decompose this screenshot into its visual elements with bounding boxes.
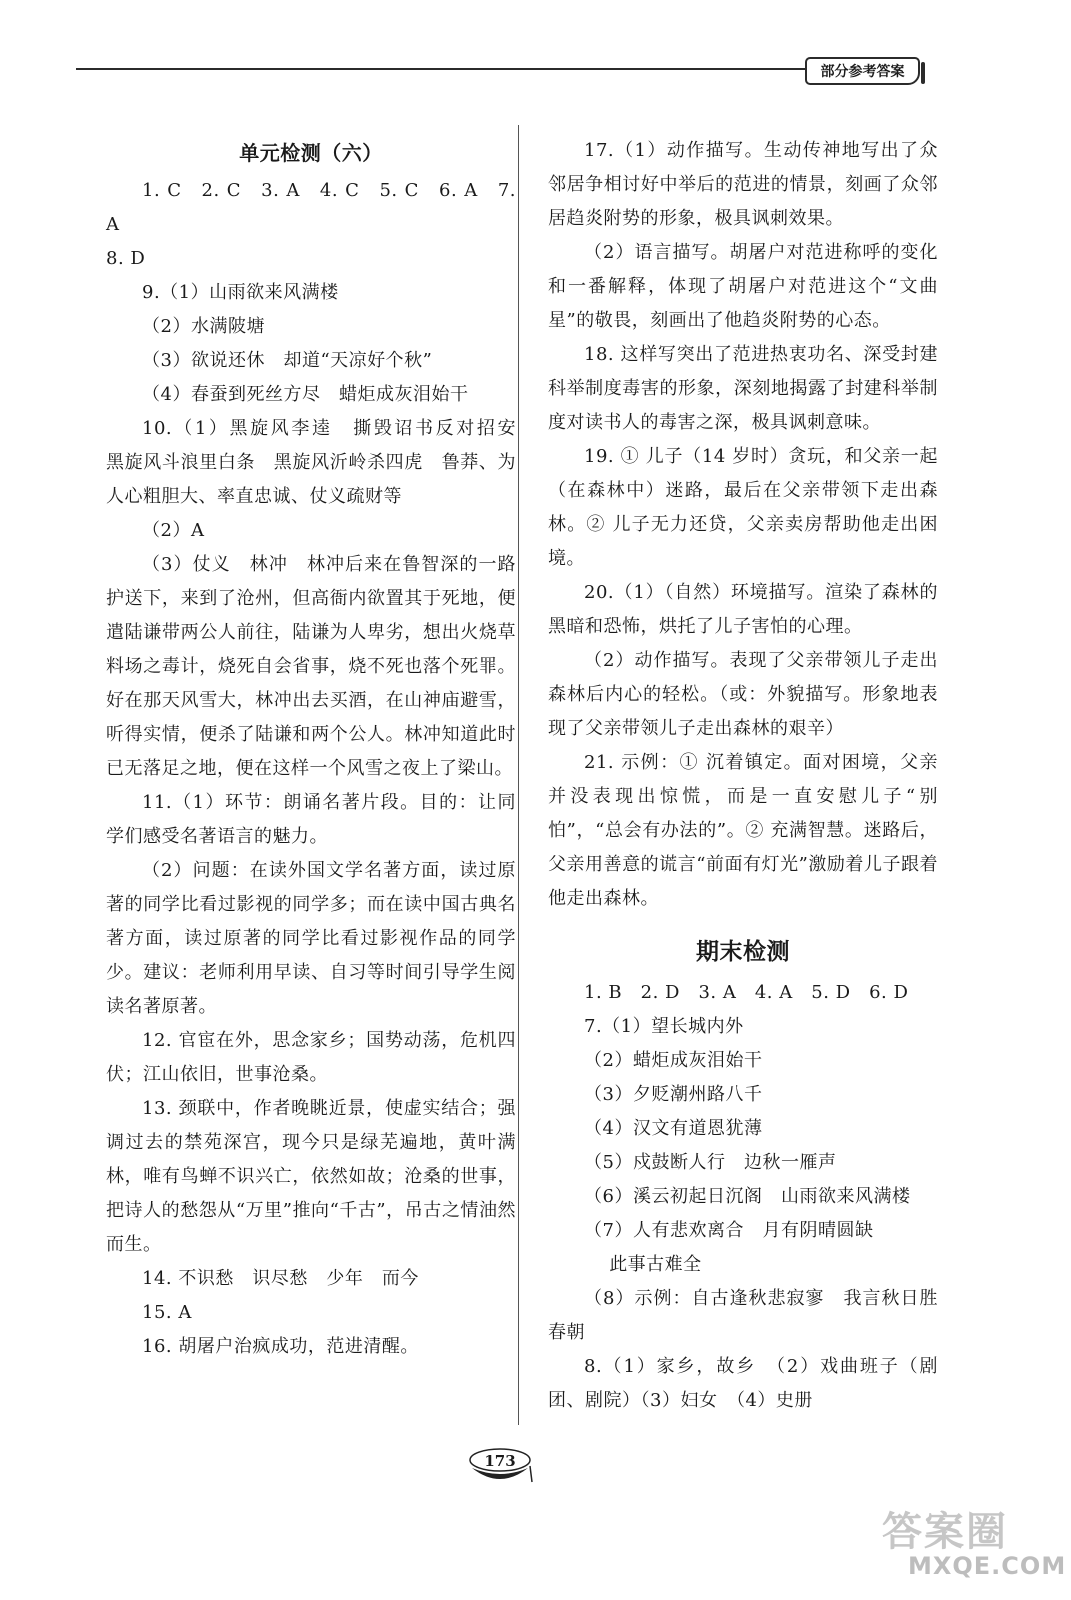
answer-paragraph: 21. 示例：① 沉着镇定。面对困境，父亲并没表现出惊慌，而是一直安慰儿子“别怕”，“总会有办法的”。② 充满智慧。迷路后，父亲用善意的谎言“前面有灯光”激励着儿子跟着他走出森林。 — [548, 752, 938, 909]
answer-line: 16. 胡屠户治疯成功，范进清醒。 — [142, 1336, 419, 1357]
answer-paragraph: （3）仗义 林冲 林冲后来在鲁智深的一路护送下，来到了沧州，但高衙内欲置其于死地，便遣陆谦带两公人前往，陆谦为人卑劣，想出火烧草料场之毒计，烧死自会省事，烧不死也落个死罪。好在那天风雪大，林冲出去买酒，在山神庙避雪，听得实情，便杀了陆谦和两个公人。林冲知道此时已无落足之地，便在这样一个风雪之夜上了梁山。 — [106, 554, 516, 779]
answer-line: 1. C 2. C 3. A 4. C 5. C 6. A 7. A — [106, 180, 516, 235]
watermark-en-text: MXQE.COM — [908, 1552, 1067, 1580]
page-number-badge — [464, 1446, 536, 1488]
site-watermark — [872, 1500, 1067, 1596]
answer-line: 14. 不识愁 识尽愁 少年 而今 — [142, 1268, 419, 1289]
answer-line: （4）汉文有道恩犹薄 — [584, 1118, 763, 1139]
answer-paragraph: 20.（1）（自然）环境描写。渲染了森林的黑暗和恐怖，烘托了儿子害怕的心理。 — [548, 582, 938, 637]
header-section-tab — [805, 57, 920, 85]
answer-line: 7.（1）望长城内外 — [584, 1016, 744, 1037]
answer-line: （2）蜡炬成灰泪始干 — [584, 1050, 763, 1071]
answer-line: （2）水满陂塘 — [142, 316, 265, 337]
answer-line: （3）夕贬潮州路八千 — [584, 1084, 763, 1105]
answer-paragraph: 12. 官宦在外，思念家乡；国势动荡，危机四伏；江山依旧，世事沧桑。 — [106, 1030, 516, 1085]
answer-paragraph: 18. 这样写突出了范进热衷功名、深受封建科举制度毒害的形象，深刻地揭露了封建科举制度对读书人的毒害之深，极具讽刺意味。 — [548, 344, 938, 433]
section-title-unit-test-6: 单元检测（六） — [239, 141, 383, 165]
answer-paragraph: 17.（1）动作描写。生动传神地写出了众邻居争相讨好中举后的范进的情景，刻画了众邻居趋炎附势的形象，极具讽刺效果。 — [548, 140, 938, 229]
right-column — [548, 134, 938, 1418]
answer-paragraph: 8.（1）家乡，故乡 （2）戏曲班子（剧团、剧院）（3）妇女 （4）史册 — [548, 1356, 938, 1411]
left-column — [106, 134, 535, 1364]
answer-paragraph: （8）示例：自古逢秋悲寂寥 我言秋日胜春朝 — [548, 1288, 938, 1343]
column-divider — [518, 125, 519, 1425]
answer-line: 1. B 2. D 3. A 4. A 5. D 6. D — [584, 982, 909, 1003]
answer-line: （7）人有悲欢离合 月有阴晴圆缺 — [584, 1220, 874, 1241]
answer-paragraph: （2）动作描写。表现了父亲带领儿子走出森林后内心的轻松。（或：外貌描写。形象地表现了父亲带领儿子走出森林的艰辛） — [548, 650, 938, 739]
answer-line: （2）A — [142, 520, 205, 541]
answer-paragraph: 19. ① 儿子（14 岁时）贪玩，和父亲一起（在森林中）迷路，最后在父亲带领下走出森林。② 儿子无力还贷，父亲卖房帮助他走出困境。 — [548, 446, 938, 569]
answer-line: 此事古难全 — [609, 1254, 702, 1275]
header-rule — [76, 68, 806, 70]
answer-line: （3）欲说还休 却道“天凉好个秋” — [142, 350, 433, 371]
answer-paragraph: 11.（1）环节：朗诵名著片段。目的：让同学们感受名著语言的魅力。 — [106, 792, 516, 847]
answer-paragraph: （2）语言描写。胡屠户对范进称呼的变化和一番解释，体现了胡屠户对范进这个“文曲星”的敬畏，刻画出了他趋炎附势的心态。 — [548, 242, 938, 331]
answer-line: 8. D — [106, 248, 146, 269]
answer-line: 9.（1）山雨欲来风满楼 — [142, 282, 339, 303]
answer-paragraph: （2）问题：在读外国文学名著方面，读过原著的同学比看过影视的同学多；而在读中国古典名著方面，读过原著的同学比看过影视作品的同学少。建议：老师利用早读、自习等时间引导学生阅读名著原著。 — [106, 860, 516, 1017]
header-tab-label: 部分参考答案 — [820, 64, 905, 80]
answer-line: （4）春蚕到死丝方尽 蜡炬成灰泪始干 — [142, 384, 469, 405]
answer-paragraph: 10.（1）黑旋风李逵 撕毁诏书反对招安 黑旋风斗浪里白条 黑旋风沂岭杀四虎 鲁莽、为人心粗胆大、率直忠诚、仗义疏财等 — [106, 418, 535, 507]
answer-paragraph: 13. 颈联中，作者晚眺近景，使虚实结合；强调过去的禁苑深宫，现今只是绿芜遍地，黄叶满林，唯有鸟蝉不识兴亡，依然如故；沧桑的世事，把诗人的愁怨从“万里”推向“千古”，吊古之情油然而生。 — [106, 1098, 516, 1255]
answer-line: 15. A — [142, 1302, 192, 1323]
page-number: 173 — [484, 1452, 516, 1470]
answer-line: （5）戍鼓断人行 边秋一雁声 — [584, 1152, 837, 1173]
section-title-final-exam: 期末检测 — [696, 939, 790, 965]
answer-line: （6）溪云初起日沉阁 山雨欲来风满楼 — [584, 1186, 911, 1207]
watermark-cn-text: 答案圈 — [882, 1509, 1008, 1555]
